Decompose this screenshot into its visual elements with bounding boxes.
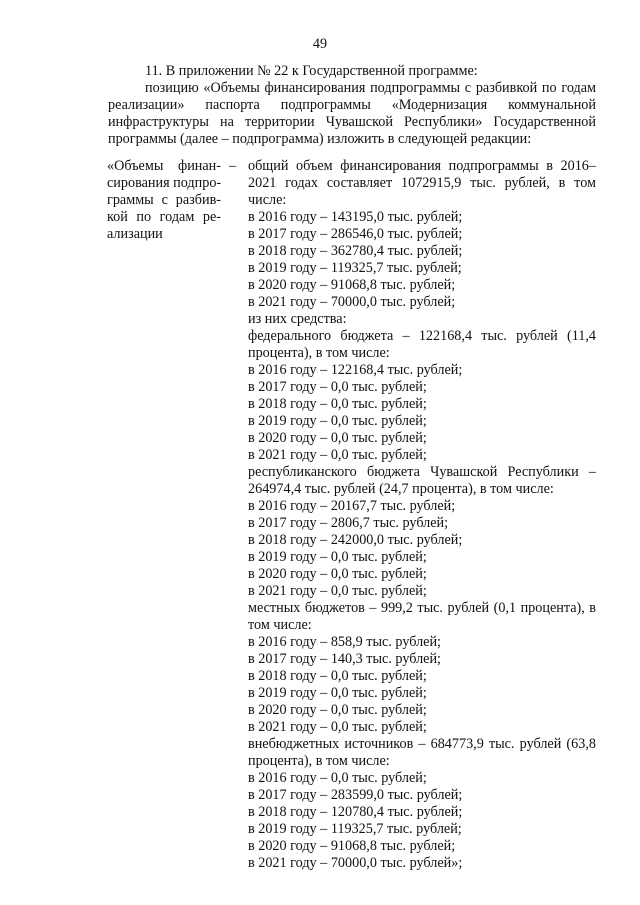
year-line: в 2018 году – 0,0 тыс. рублей;: [248, 396, 427, 412]
republic-budget-text: республиканского бюджета Чувашской Республики – 264974,4 тыс. рублей (24,7 процента), в том числе:: [248, 464, 596, 497]
year-line: в 2020 году – 91068,8 тыс. рублей;: [248, 838, 456, 854]
year-line: в 2019 году – 0,0 тыс. рублей;: [248, 549, 427, 565]
year-line: в 2020 году – 0,0 тыс. рублей;: [248, 566, 427, 582]
year-line: в 2017 году – 286546,0 тыс. рублей;: [248, 226, 463, 242]
year-line: в 2017 году – 2806,7 тыс. рублей;: [248, 515, 449, 531]
page-number: 49: [312, 36, 328, 52]
intro-section: [108, 63, 596, 148]
year-line: в 2016 году – 20167,7 тыс. рублей;: [248, 498, 456, 514]
year-line: в 2017 году – 0,0 тыс. рублей;: [248, 379, 427, 395]
year-line: в 2021 году – 0,0 тыс. рублей;: [248, 583, 427, 599]
year-line: в 2017 году – 283599,0 тыс. рублей;: [248, 787, 463, 803]
year-line: в 2018 году – 0,0 тыс. рублей;: [248, 668, 427, 684]
label-line: кой по годам ре-: [107, 209, 221, 225]
year-line: в 2019 году – 119325,7 тыс. рублей;: [248, 260, 462, 276]
sources-heading: из них средства:: [248, 311, 347, 327]
extrabudget-text: внебюджетных источников – 684773,9 тыс. рублей (63,8 процента), в том числе:: [248, 736, 596, 769]
federal-budget-text: федерального бюджета – 122168,4 тыс. рублей (11,4 процента), в том числе:: [248, 328, 596, 361]
total-funding-text: общий объем финансирования подпрограммы в 2016–2021 годах составляет 1072915,9 тыс. рублей, в том числе:: [248, 158, 596, 208]
label-line: сирования подпро-: [107, 175, 222, 191]
position-label: [107, 158, 221, 243]
year-line: в 2018 году – 242000,0 тыс. рублей;: [248, 532, 463, 548]
year-line: в 2019 году – 0,0 тыс. рублей;: [248, 685, 427, 701]
year-line: в 2019 году – 0,0 тыс. рублей;: [248, 413, 427, 429]
intro-paragraph-1: 11. В приложении № 22 к Государственной программе:: [145, 63, 478, 79]
year-line: в 2021 году – 70000,0 тыс. рублей»;: [248, 855, 463, 871]
year-line: в 2020 году – 0,0 тыс. рублей;: [248, 702, 427, 718]
year-line: в 2021 году – 0,0 тыс. рублей;: [248, 719, 427, 735]
label-line: «Объемы финан-: [107, 158, 221, 174]
intro-paragraph-2: позицию «Объемы финансирования подпрограммы с разбивкой по годам реализации» паспорта подпрограммы «Модернизация коммунальной инфраструктуры на территории Чувашской Республики» Государственной программы (далее – подпрограмма) изложить в следующей редакции:: [108, 80, 596, 147]
year-line: в 2017 году – 140,3 тыс. рублей;: [248, 651, 441, 667]
local-budget-text: местных бюджетов – 999,2 тыс. рублей (0,1 процента), в том числе:: [248, 600, 596, 633]
label-line: ализации: [107, 226, 163, 242]
year-line: в 2021 году – 70000,0 тыс. рублей;: [248, 294, 456, 310]
year-line: в 2016 году – 122168,4 тыс. рублей;: [248, 362, 463, 378]
year-line: в 2018 году – 120780,4 тыс. рублей;: [248, 804, 463, 820]
funding-details: [248, 158, 596, 872]
year-line: в 2016 году – 143195,0 тыс. рублей;: [248, 209, 463, 225]
year-line: в 2019 году – 119325,7 тыс. рублей;: [248, 821, 462, 837]
year-line: в 2018 году – 362780,4 тыс. рублей;: [248, 243, 463, 259]
year-line: в 2016 году – 858,9 тыс. рублей;: [248, 634, 441, 650]
separator-dash: –: [229, 158, 237, 174]
year-line: в 2020 году – 0,0 тыс. рублей;: [248, 430, 427, 446]
year-line: в 2016 году – 0,0 тыс. рублей;: [248, 770, 427, 786]
label-line: граммы с разбив-: [107, 192, 221, 208]
year-line: в 2021 году – 0,0 тыс. рублей;: [248, 447, 427, 463]
year-line: в 2020 году – 91068,8 тыс. рублей;: [248, 277, 456, 293]
